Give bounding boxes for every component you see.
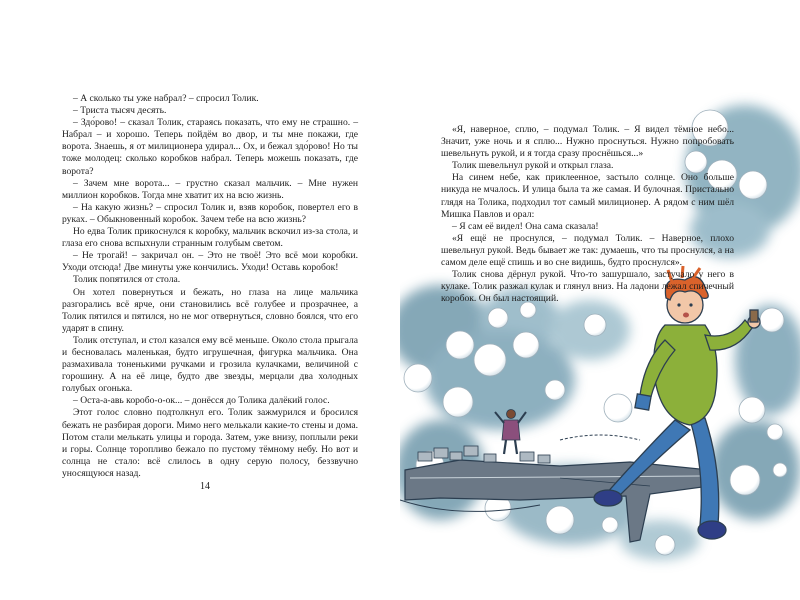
paragraph: – На какую жизнь? – спросил Толик и, взяв коробок, повертел его в руках. – Обыкновенный коробок. Зачем тебе на всю жизнь? <box>62 201 358 225</box>
paragraph: Он хотел повернуться и бежать, но глаза на лице мальчика разгорались всё ярче, они становились всё голубее и прозрачнее, а Толик пятился и пятился, но не мог отвернуться, словно боялся, что его ударят в спину. <box>62 286 358 334</box>
paragraph: Толик попятился от стола. <box>73 274 181 286</box>
paragraph: Толик шевельнул рукой и открыл глаза. <box>452 160 614 172</box>
paragraph: – А сколько ты уже набрал? – спросил Толик. <box>73 93 259 104</box>
paragraph: – Я сам её видел! Она сама сказала! <box>452 220 599 232</box>
paragraph: – Зачем мне ворота... – грустно сказал мальчик. – Мне нужен миллион коробков. Тогда мне хватит их на всю жизнь. <box>62 177 358 201</box>
paragraph: Толик отступал, и стол казался ему всё меньше. Около стола прыгала и бесновалась маленькая, будто игрушечная, фигурка мальчика. Она размахивала тоненькими ручками и грозила кулачками, величиной с горошину. А на её лице, будто две звезды, мерцали два холодных голубых огонька. <box>62 334 358 395</box>
paragraph: – Триста тысяч десять. <box>73 105 167 117</box>
paragraph: Этот голос словно подтолкнул его. Толик зажмурился и бросился бежать не разбирая дороги. Мимо него мелькали какие-то стены и дома. Потом стали мелькать улицы и города. Затем, уже внизу, поплыли реки и горы. Солнце торопливо бежало по пустому тёмному небу. Но вот и солнца не стало: всё слилось в одну серую полосу, беззвучно уносящуюся назад. <box>62 407 358 479</box>
page-number: 14 <box>200 481 210 492</box>
left-page-text <box>62 93 358 480</box>
paragraph: «Я, наверное, сплю, – подумал Толик. – Я видел тёмное небо... Значит, уже ночь и я сплю... Нужно проснуться. Нужно попробовать шевельнуть рукой, и я тогда сразу проснёшься...» <box>441 124 734 160</box>
paragraph: – Здо́рово! – сказал Толик, стараясь показать, что ему не страшно. – Набрал – и хорошо. Теперь пойдём во двор, и ты мне покажи, где ворота. Знаешь, я от милиционера удирал... Ох, и бежал здо́рово! Но ты тоже молодец: сколько коробков набрал. Теперь можешь показать, где ворота? <box>62 117 358 177</box>
paragraph: «Я ещё не проснулся, – подумал Толик. – Наверное, плохо шевельнул рукой. Ведь бывает же так: думаешь, что ты проснулся, а на самом деле ещё спишь и во сне видишь, будто проснулся». <box>441 232 734 269</box>
paragraph: На синем небе, как приклеенное, застыло солнце. Оно больше никуда не мчалось. И улица была та же самая. И булочная. Пристально глядя на Толика, подходил тот самый милиционер. А рядом с ним шёл Мишка Павлов и орал: <box>441 172 734 220</box>
motion-line <box>560 435 640 440</box>
paragraph: Но едва Толик прикоснулся к коробку, мальчик вскочил из-за стола, и глаза его снова вспыхнули странным голубым светом. <box>62 226 358 250</box>
paragraph: – Не трогай! – закричал он. – Это не твоё! Это всё мои коробки. Уходи отсюда! Две минуты уже кончились. Уходи! Оставь коробок! <box>62 250 358 274</box>
right-page-text <box>441 124 734 305</box>
paragraph: – Оста-а-авь коробо-о-ок... – донёсся до Толика далёкий голос. <box>73 395 330 407</box>
paragraph: Толик снова дёрнул рукой. Что-то зашуршало, застучало у него в кулаке. Толик разжал кулак и глянул вниз. На ладони лежал спичечный коробок. Он был настоящий. <box>441 269 734 305</box>
